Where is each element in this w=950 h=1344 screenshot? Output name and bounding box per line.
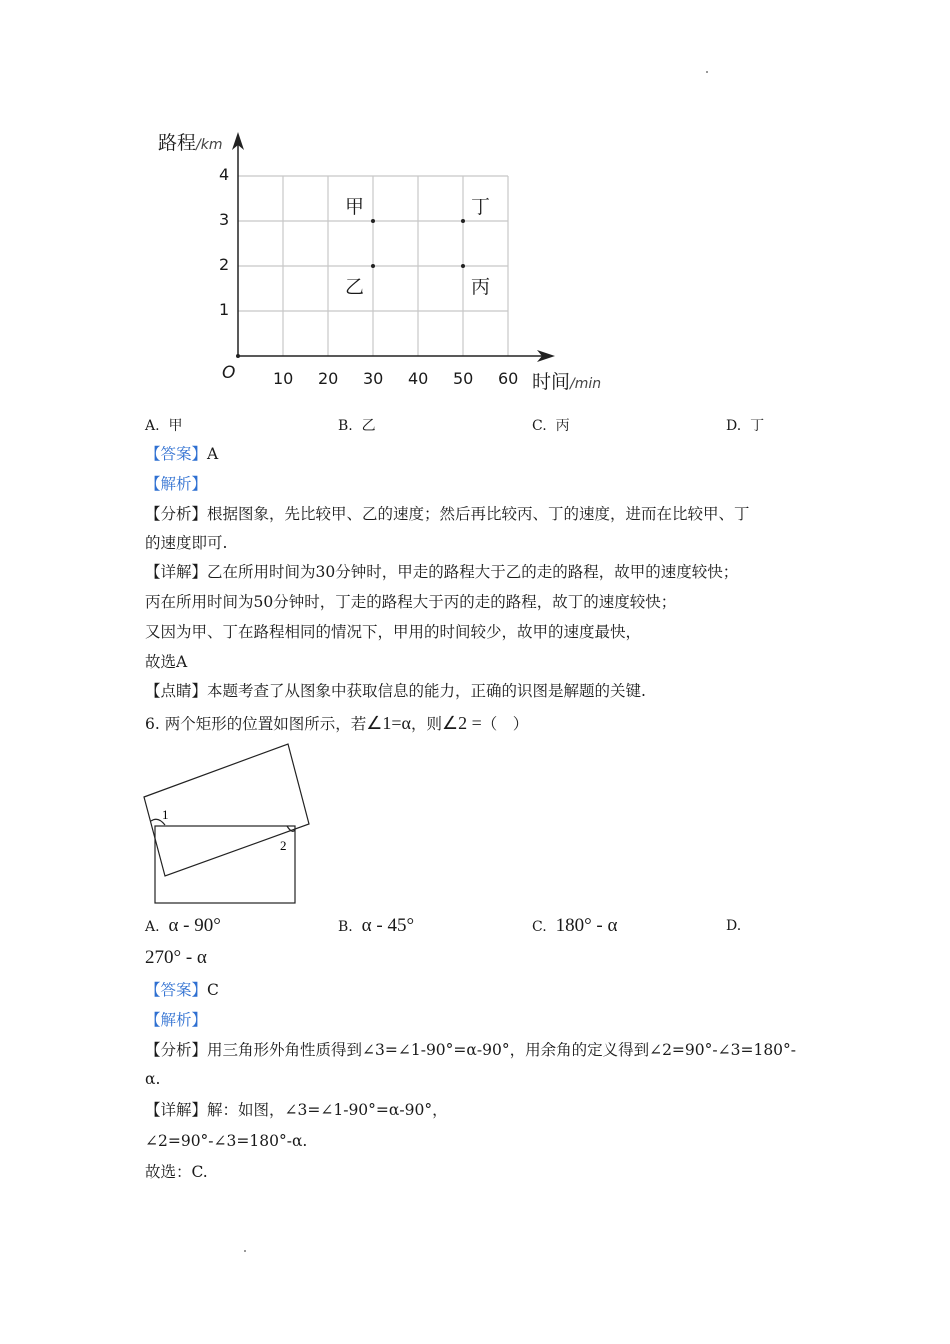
q6-fenxi-line1: 【分析】用三角形外角性质得到∠3=∠1-90°=α-90°，用余角的定义得到∠2=90°-∠3=180°-: [145, 1041, 797, 1059]
x-tick-60: 60: [498, 369, 519, 388]
origin-label: O: [222, 363, 236, 383]
q5-xiangjie-line1: 【详解】乙在所用时间为30分钟时，甲走的路程大于乙的走的路程，故甲的速度较快；: [145, 563, 739, 581]
answer-value: A: [207, 445, 219, 463]
page-dot-bottom: [244, 1250, 246, 1252]
x-tick-20: 20: [318, 369, 339, 388]
q6-option-d-label[interactable]: D.: [726, 918, 742, 934]
y-tick-2: 2: [219, 255, 230, 274]
q6-xiangjie-line2: ∠2=90°-∠3=180°-α.: [145, 1132, 308, 1150]
q5-dianjing: 【点睛】本题考查了从图象中获取信息的能力，正确的识图是解题的关键.: [145, 682, 646, 700]
point-yi: [371, 264, 375, 268]
q5-answer: [145, 444, 218, 464]
q5-xiangjie-line2: 丙在所用时间为50分钟时，丁走的路程大于丙的走的路程，故丁的速度较快；: [145, 593, 677, 611]
y-axis-label-main: 路程: [158, 132, 197, 154]
y-tick-3: 3: [219, 210, 230, 229]
q6-answer: 【答案】C: [145, 981, 219, 999]
angle-1-label: 1: [162, 807, 169, 822]
y-tick-1: 1: [219, 300, 230, 319]
y-tick-4: 4: [219, 165, 230, 184]
two-rectangles-figure: [140, 740, 320, 910]
origin-point: [236, 354, 240, 358]
point-jia: [371, 219, 375, 223]
x-axis-label-main: 时间: [532, 371, 571, 393]
q5-xiangjie-line4: 故选A: [145, 653, 188, 671]
q5-fenxi-line2: 的速度即可.: [145, 534, 228, 552]
q5-analysis-tag: 【解析】: [145, 475, 208, 493]
q5-option-d[interactable]: D. 丁: [726, 418, 765, 434]
label-yi: 乙: [345, 276, 365, 298]
label-bing: 丙: [471, 276, 491, 298]
q6-option-b[interactable]: B. α - 45°: [338, 915, 415, 936]
x-tick-50: 50: [453, 369, 474, 388]
bottom-rectangle: [155, 826, 295, 903]
q6-option-c[interactable]: C. 180° - α: [532, 915, 618, 936]
q6-xiangjie-line1: 【详解】解：如图，∠3=∠1-90°=α-90°，: [145, 1101, 448, 1119]
answer-tag: 【答案】: [145, 445, 208, 463]
q6-stem: 6. 两个矩形的位置如图所示，若∠1=α，则∠2 =（ ）: [145, 713, 529, 733]
x-tick-10: 10: [273, 369, 294, 388]
x-axis-label-unit: /min: [570, 376, 602, 392]
q6-analysis-tag: 【解析】: [145, 1011, 208, 1029]
q5-option-a[interactable]: A. 甲: [145, 418, 183, 434]
x-axis-label: [532, 367, 601, 394]
q5-fenxi-line1: 【分析】根据图象，先比较甲、乙的速度；然后再比较丙、丁的速度，进而在比较甲、丁: [145, 505, 750, 523]
x-tick-30: 30: [363, 369, 384, 388]
q5-option-b[interactable]: B. 乙: [338, 418, 376, 434]
page-dot-top: [706, 71, 708, 73]
label-jia: 甲: [345, 196, 365, 218]
q5-xiangjie-line3: 又因为甲、丁在路程相同的情况下，甲用的时间较少，故甲的速度最快，: [145, 623, 642, 641]
angle-2-label: 2: [280, 838, 287, 853]
q5-option-c[interactable]: C. 丙: [532, 418, 570, 434]
point-ding: [461, 219, 465, 223]
q6-option-d-text[interactable]: 270° - α: [145, 947, 207, 968]
label-ding: 丁: [471, 196, 491, 218]
y-axis-label: [158, 128, 222, 155]
q6-xiangjie-line3: 故选：C.: [145, 1163, 208, 1181]
y-axis-label-unit: /km: [196, 137, 223, 153]
q6-fenxi-line2: α.: [145, 1070, 161, 1088]
x-tick-40: 40: [408, 369, 429, 388]
q6-option-a[interactable]: A. α - 90°: [145, 915, 221, 936]
point-bing: [461, 264, 465, 268]
angle-2-arc: [287, 826, 295, 831]
tilted-rectangle: [144, 744, 309, 876]
